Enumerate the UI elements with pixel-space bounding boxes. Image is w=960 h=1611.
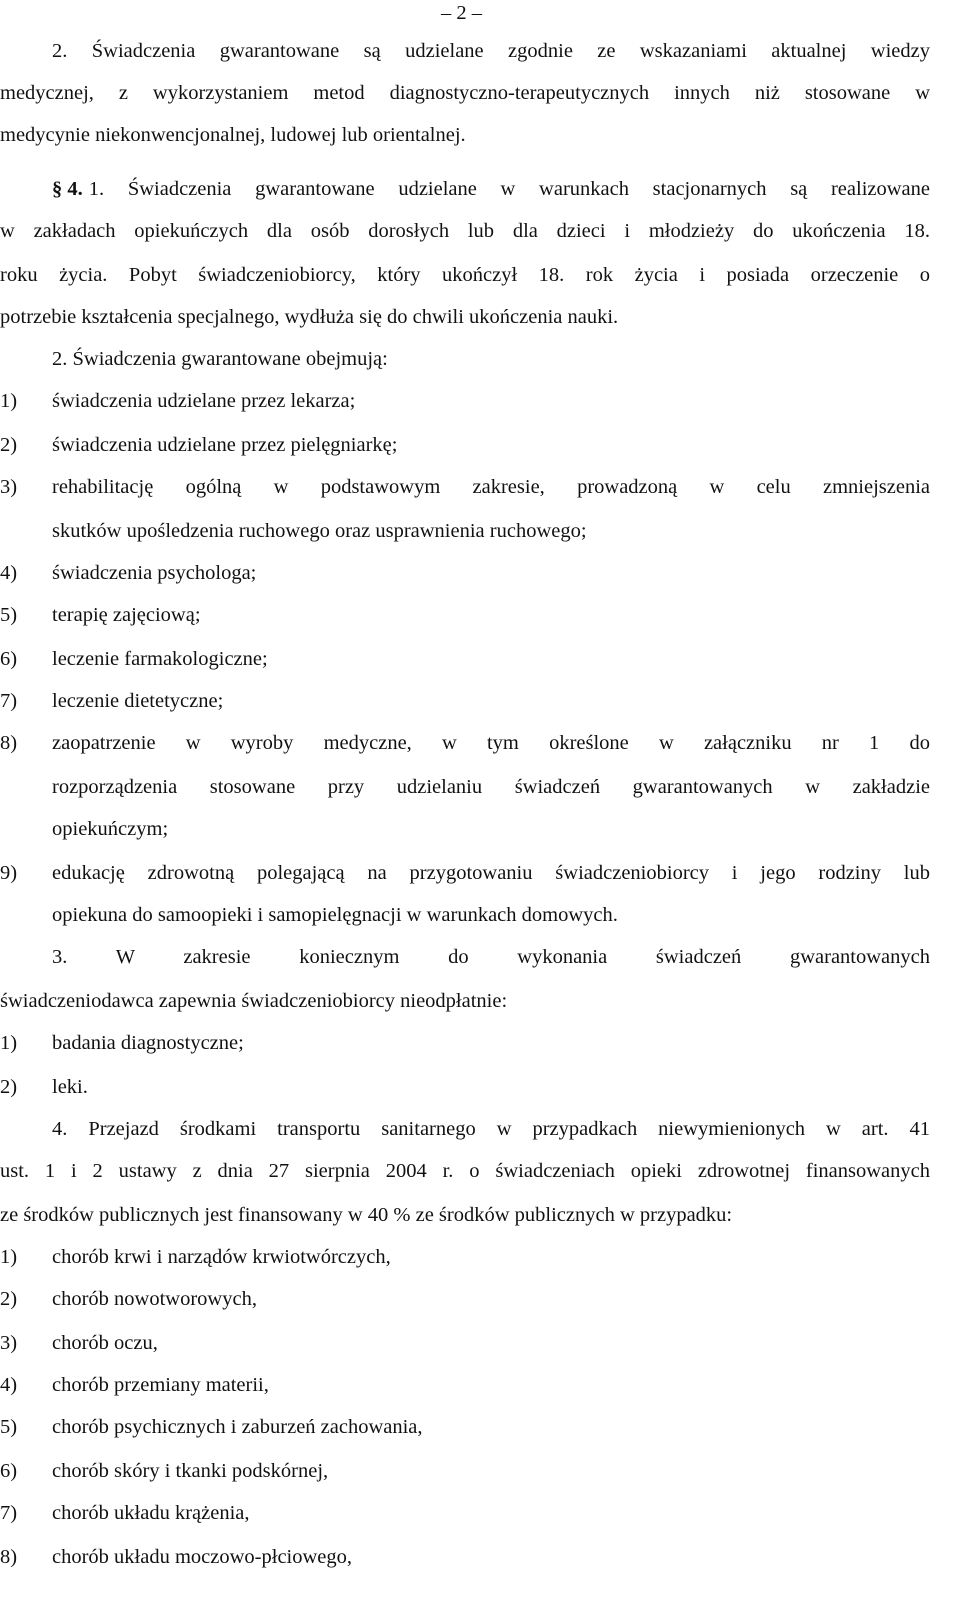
list-number: 6) (0, 648, 18, 670)
list-number: 9) (0, 862, 18, 884)
list-number: 8) (0, 1546, 18, 1568)
list-item: rehabilitację ogólną w podstawowym zakresie, prowadzoną w celu zmniejszenia (52, 476, 930, 498)
list-item: chorób krwi i narządów krwiotwórczych, (52, 1246, 391, 1268)
list-item: chorób układu krążenia, (52, 1502, 250, 1524)
list-item: leki. (52, 1076, 88, 1098)
list-number: 5) (0, 604, 18, 626)
list-number: 3) (0, 1332, 18, 1354)
list-item-continuation: skutków upośledzenia ruchowego oraz usprawnienia ruchowego; (52, 520, 587, 542)
list-item-continuation: rozporządzenia stosowane przy udzielaniu świadczeń gwarantowanych w zakładzie (52, 776, 930, 798)
list-number: 4) (0, 1374, 18, 1396)
list-number: 2) (0, 1076, 18, 1098)
list-item: zaopatrzenie w wyroby medyczne, w tym określone w załączniku nr 1 do (52, 732, 930, 754)
list-item: świadczenia udzielane przez lekarza; (52, 390, 356, 412)
page-number: – 2 – (441, 2, 482, 24)
paragraph-line: 1. Świadczenia gwarantowane udzielane w warunkach stacjonarnych są realizowane (88, 178, 930, 200)
list-item-continuation: opiekuna do samoopieki i samopielęgnacji w warunkach domowych. (52, 904, 618, 926)
paragraph-line: w zakładach opiekuńczych dla osób dorosłych lub dla dzieci i młodzieży do ukończenia 18. (0, 220, 930, 242)
paragraph-line: roku życia. Pobyt świadczeniobiorcy, który ukończył 18. rok życia i posiada orzeczenie o (0, 264, 930, 286)
paragraph-line: potrzebie kształcenia specjalnego, wydłuża się do chwili ukończenia nauki. (0, 306, 619, 328)
list-number: 1) (0, 390, 18, 412)
paragraph-line: 4. Przejazd środkami transportu sanitarnego w przypadkach niewymienionych w art. 41 (52, 1118, 930, 1140)
paragraph-line: 2. Świadczenia gwarantowane są udzielane zgodnie ze wskazaniami aktualnej wiedzy (52, 40, 930, 62)
section-4-first-line (52, 176, 930, 202)
list-number: 7) (0, 690, 18, 712)
list-item: chorób przemiany materii, (52, 1374, 269, 1396)
list-number: 2) (0, 434, 18, 456)
list-item: chorób psychicznych i zaburzeń zachowania, (52, 1416, 423, 1438)
list-item: świadczenia psychologa; (52, 562, 257, 584)
list-item: chorób układu moczowo-płciowego, (52, 1546, 353, 1568)
list-number: 8) (0, 732, 18, 754)
list-item-continuation: opiekuńczym; (52, 818, 169, 840)
list-number: 6) (0, 1460, 18, 1482)
list-number: 5) (0, 1416, 18, 1438)
paragraph-line: ze środków publicznych jest finansowany w 40 % ze środków publicznych w przypadku: (0, 1204, 733, 1226)
paragraph-line: medycznej, z wykorzystaniem metod diagnostyczno-terapeutycznych innych niż stosowane w (0, 82, 930, 104)
paragraph-line: medycynie niekonwencjonalnej, ludowej lub orientalnej. (0, 124, 466, 146)
list-item: terapię zajęciową; (52, 604, 201, 626)
paragraph-line: 2. Świadczenia gwarantowane obejmują: (52, 348, 388, 370)
list-item: leczenie dietetyczne; (52, 690, 224, 712)
list-item: chorób skóry i tkanki podskórnej, (52, 1460, 329, 1482)
list-item: chorób oczu, (52, 1332, 158, 1354)
list-number: 1) (0, 1246, 18, 1268)
list-number: 3) (0, 476, 18, 498)
list-item: świadczenia udzielane przez pielęgniarkę; (52, 434, 398, 456)
list-item: chorób nowotworowych, (52, 1288, 257, 1310)
list-number: 2) (0, 1288, 18, 1310)
list-number: 1) (0, 1032, 18, 1054)
paragraph-line: 3. W zakresie koniecznym do wykonania świadczeń gwarantowanych (52, 946, 930, 968)
paragraph-line: świadczeniodawca zapewnia świadczeniobiorcy nieodpłatnie: (0, 990, 508, 1012)
list-number: 7) (0, 1502, 18, 1524)
list-item: edukację zdrowotną polegającą na przygotowaniu świadczeniobiorcy i jego rodziny lub (52, 862, 930, 884)
paragraph-line: ust. 1 i 2 ustawy z dnia 27 sierpnia 2004 r. o świadczeniach opieki zdrowotnej finansowanych (0, 1160, 930, 1182)
list-number: 4) (0, 562, 18, 584)
list-item: leczenie farmakologiczne; (52, 648, 268, 670)
section-sign: § 4. (52, 178, 83, 200)
list-item: badania diagnostyczne; (52, 1032, 244, 1054)
